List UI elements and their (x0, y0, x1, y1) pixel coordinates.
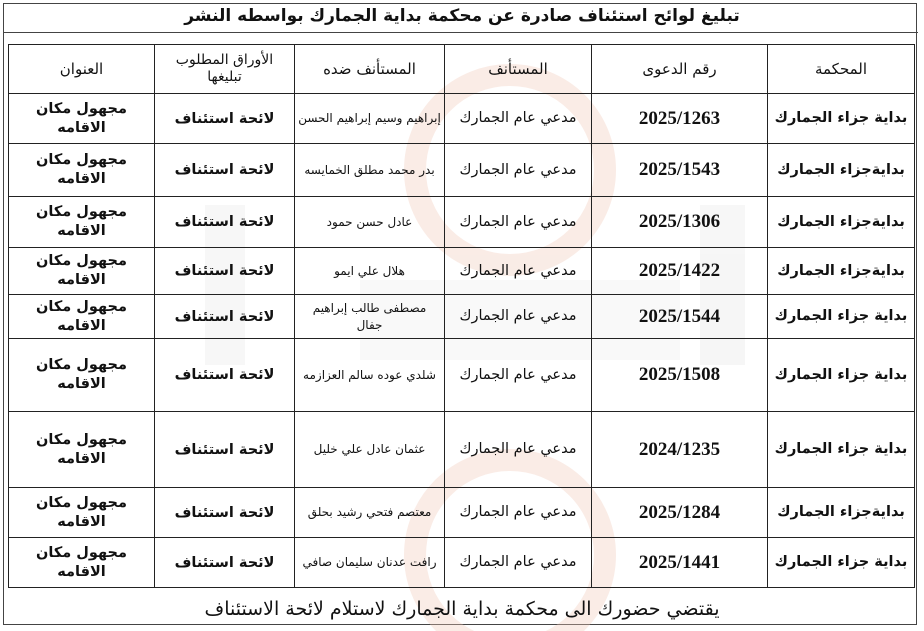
header-court: المحكمة (768, 45, 915, 94)
respondent-cell: بدر محمد مطلق الخمايسه (295, 144, 445, 197)
papers-cell: لائحة استئناف (155, 339, 295, 412)
respondent-cell: عثمان عادل علي خليل (295, 412, 445, 488)
address-cell: مجهول مكان الاقامه (9, 197, 155, 248)
respondent-cell: شلدي عوده سالم العزازمه (295, 339, 445, 412)
papers-cell: لائحة استئناف (155, 248, 295, 295)
header-appellant: المستأنف (445, 45, 592, 94)
address-cell: مجهول مكان الاقامه (9, 94, 155, 144)
table-row (9, 144, 915, 197)
table-row (9, 339, 915, 412)
table-header-row (9, 45, 915, 94)
respondent-cell: مصطفى طالب إبراهيم جفال (295, 295, 445, 339)
notices-table (8, 44, 915, 588)
header-case-number: رقم الدعوى (592, 45, 768, 94)
header-respondent: المستأنف ضده (295, 45, 445, 94)
court-cell: بداية جزاء الجمارك (768, 412, 915, 488)
court-cell: بدايةجزاء الجمارك (768, 197, 915, 248)
address-cell: مجهول مكان الاقامه (9, 412, 155, 488)
appellant-cell: مدعي عام الجمارك (445, 94, 592, 144)
case-number-cell: 2025/1306 (592, 197, 768, 248)
papers-cell: لائحة استئناف (155, 144, 295, 197)
table-row (9, 412, 915, 488)
respondent-cell: هلال علي ايمو (295, 248, 445, 295)
header-address: العنوان (9, 45, 155, 94)
appellant-cell: مدعي عام الجمارك (445, 412, 592, 488)
papers-cell: لائحة استئناف (155, 412, 295, 488)
case-number-cell: 2025/1508 (592, 339, 768, 412)
papers-cell: لائحة استئناف (155, 94, 295, 144)
footer-note: يقتضي حضورك الى محكمة بداية الجمارك لاستلام لائحة الاستئناف (204, 598, 720, 620)
table-row (9, 248, 915, 295)
court-cell: بداية جزاء الجمارك (768, 295, 915, 339)
appellant-cell: مدعي عام الجمارك (445, 197, 592, 248)
appellant-cell: مدعي عام الجمارك (445, 144, 592, 197)
appellant-cell: مدعي عام الجمارك (445, 488, 592, 538)
court-cell: بدايةجزاء الجمارك (768, 144, 915, 197)
respondent-cell: معتصم فتحي رشيد بحلق (295, 488, 445, 538)
address-cell: مجهول مكان الاقامه (9, 295, 155, 339)
address-cell: مجهول مكان الاقامه (9, 144, 155, 197)
header-papers: الأوراق المطلوب تبليغها (155, 45, 295, 94)
court-cell: بدايةجزاء الجمارك (768, 248, 915, 295)
page-title: تبليغ لوائح استئناف صادرة عن محكمة بداية الجمارك بواسطه النشر (184, 6, 740, 26)
court-cell: بداية جزاء الجمارك (768, 538, 915, 588)
papers-cell: لائحة استئناف (155, 295, 295, 339)
papers-cell: لائحة استئناف (155, 488, 295, 538)
table-row (9, 488, 915, 538)
address-cell: مجهول مكان الاقامه (9, 339, 155, 412)
papers-cell: لائحة استئناف (155, 197, 295, 248)
title-divider (4, 32, 918, 33)
court-cell: بداية جزاء الجمارك (768, 339, 915, 412)
appellant-cell: مدعي عام الجمارك (445, 248, 592, 295)
court-cell: بداية جزاء الجمارك (768, 94, 915, 144)
respondent-cell: عادل حسن حمود (295, 197, 445, 248)
court-cell: بدايةجزاء الجمارك (768, 488, 915, 538)
case-number-cell: 2025/1544 (592, 295, 768, 339)
table-row (9, 197, 915, 248)
table-row (9, 538, 915, 588)
case-number-cell: 2025/1284 (592, 488, 768, 538)
address-cell: مجهول مكان الاقامه (9, 488, 155, 538)
address-cell: مجهول مكان الاقامه (9, 538, 155, 588)
respondent-cell: إبراهيم وسيم إبراهيم الحسن (295, 94, 445, 144)
address-cell: مجهول مكان الاقامه (9, 248, 155, 295)
case-number-cell: 2024/1235 (592, 412, 768, 488)
case-number-cell: 2025/1422 (592, 248, 768, 295)
appellant-cell: مدعي عام الجمارك (445, 538, 592, 588)
table-row (9, 295, 915, 339)
case-number-cell: 2025/1441 (592, 538, 768, 588)
papers-cell: لائحة استئناف (155, 538, 295, 588)
appellant-cell: مدعي عام الجمارك (445, 295, 592, 339)
case-number-cell: 2025/1263 (592, 94, 768, 144)
case-number-cell: 2025/1543 (592, 144, 768, 197)
respondent-cell: رافت عدنان سليمان صافي (295, 538, 445, 588)
table-row (9, 94, 915, 144)
appellant-cell: مدعي عام الجمارك (445, 339, 592, 412)
